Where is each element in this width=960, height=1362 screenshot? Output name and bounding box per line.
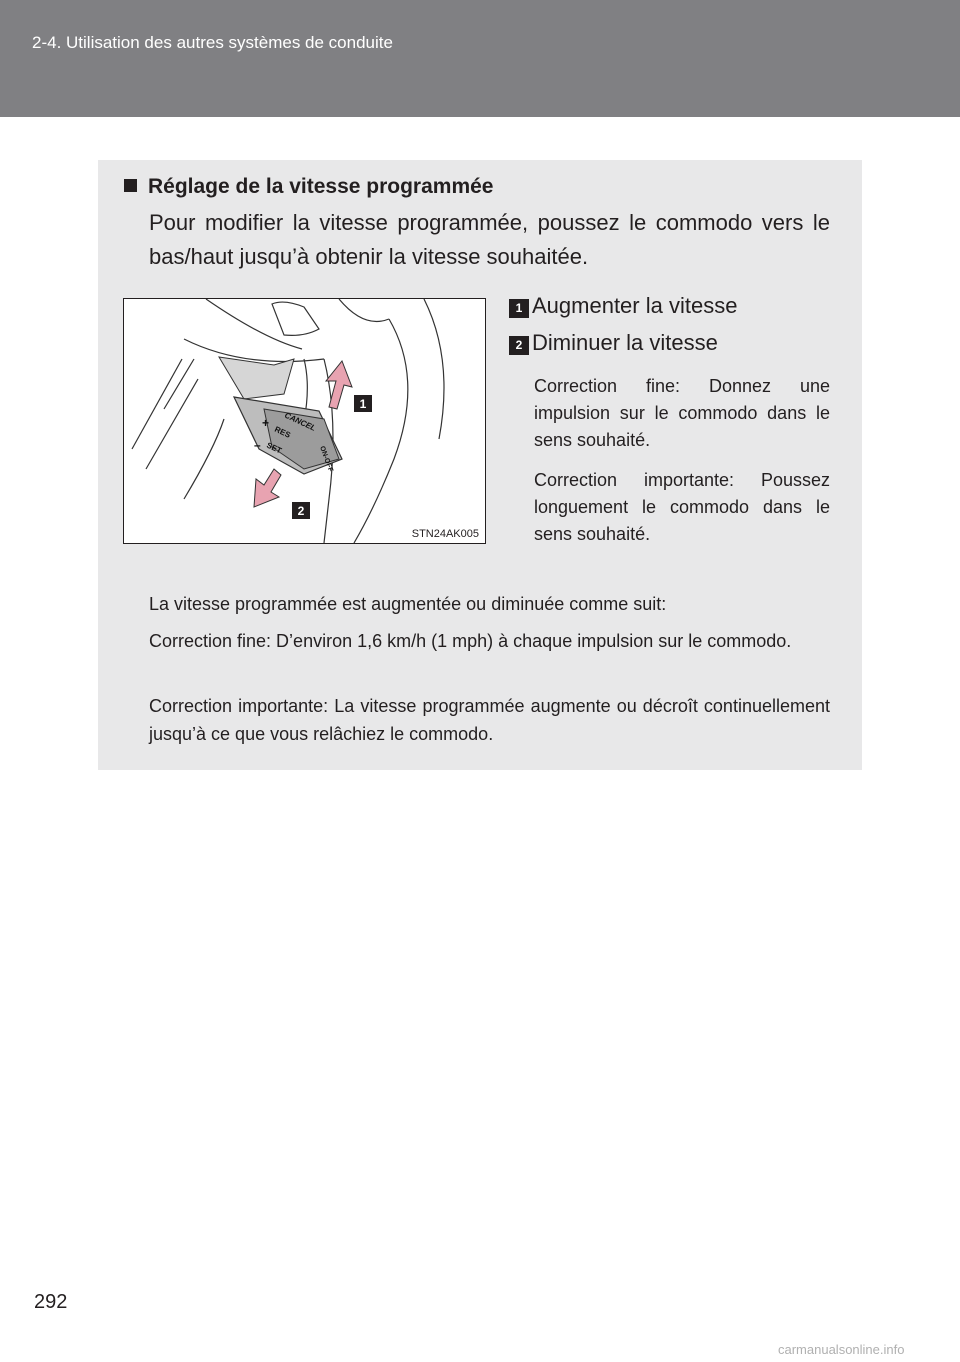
callout-2: 2 (297, 504, 305, 518)
item-number-2: 2 (509, 336, 529, 355)
note-fine: Correction fine: D’environ 1,6 km/h (1 mph) à chaque impulsion sur le commodo. (149, 631, 792, 651)
item-increase (509, 293, 737, 319)
watermark: carmanualsonline.info (778, 1342, 905, 1357)
minus-label: – (254, 438, 261, 452)
chapter-title: 2-4. Utilisation des autres systèmes de conduite (32, 33, 393, 52)
section-title (124, 175, 494, 199)
lever-illustration (123, 298, 486, 544)
cruise-control-lever-drawing (124, 299, 485, 543)
page-number: 292 (34, 1291, 68, 1313)
note-intro: La vitesse programmée est augmentée ou diminuée comme suit: (149, 594, 667, 614)
set-label: SET (265, 440, 284, 456)
side-note-fine: Correction fine: Donnez une impulsion sur le commodo dans le sens souhaité. (534, 376, 830, 450)
res-label: RES (273, 424, 292, 440)
note-large: Correction importante: La vitesse programmée augmente ou décroît continuellement jusqu’à ce que vous relâchiez le commodo. (149, 696, 830, 744)
page-header (0, 0, 960, 117)
cancel-label: CANCEL (283, 410, 318, 433)
section-title-text: Réglage de la vitesse programmée (148, 175, 494, 198)
square-bullet-icon (124, 179, 137, 192)
plus-label: + (262, 416, 270, 430)
callout-1: 1 (359, 397, 367, 411)
side-note-large: Correction importante: Poussez longuement le commodo dans le sens souhaité. (534, 470, 830, 544)
onoff-label: ON-OFF (318, 445, 334, 473)
section-intro: Pour modifier la vitesse programmée, poussez le commodo vers le bas/haut jusqu’à obtenir la vitesse souhaitée. (149, 210, 830, 269)
item-decrease (509, 330, 718, 356)
item-label-increase: Augmenter la vitesse (532, 293, 738, 318)
item-label-decrease: Diminuer la vitesse (532, 330, 718, 355)
item-number-1: 1 (509, 299, 529, 318)
figure-code: STN24AK005 (411, 528, 479, 540)
arrow-down-icon (254, 469, 281, 507)
arrow-up-icon (326, 361, 352, 409)
